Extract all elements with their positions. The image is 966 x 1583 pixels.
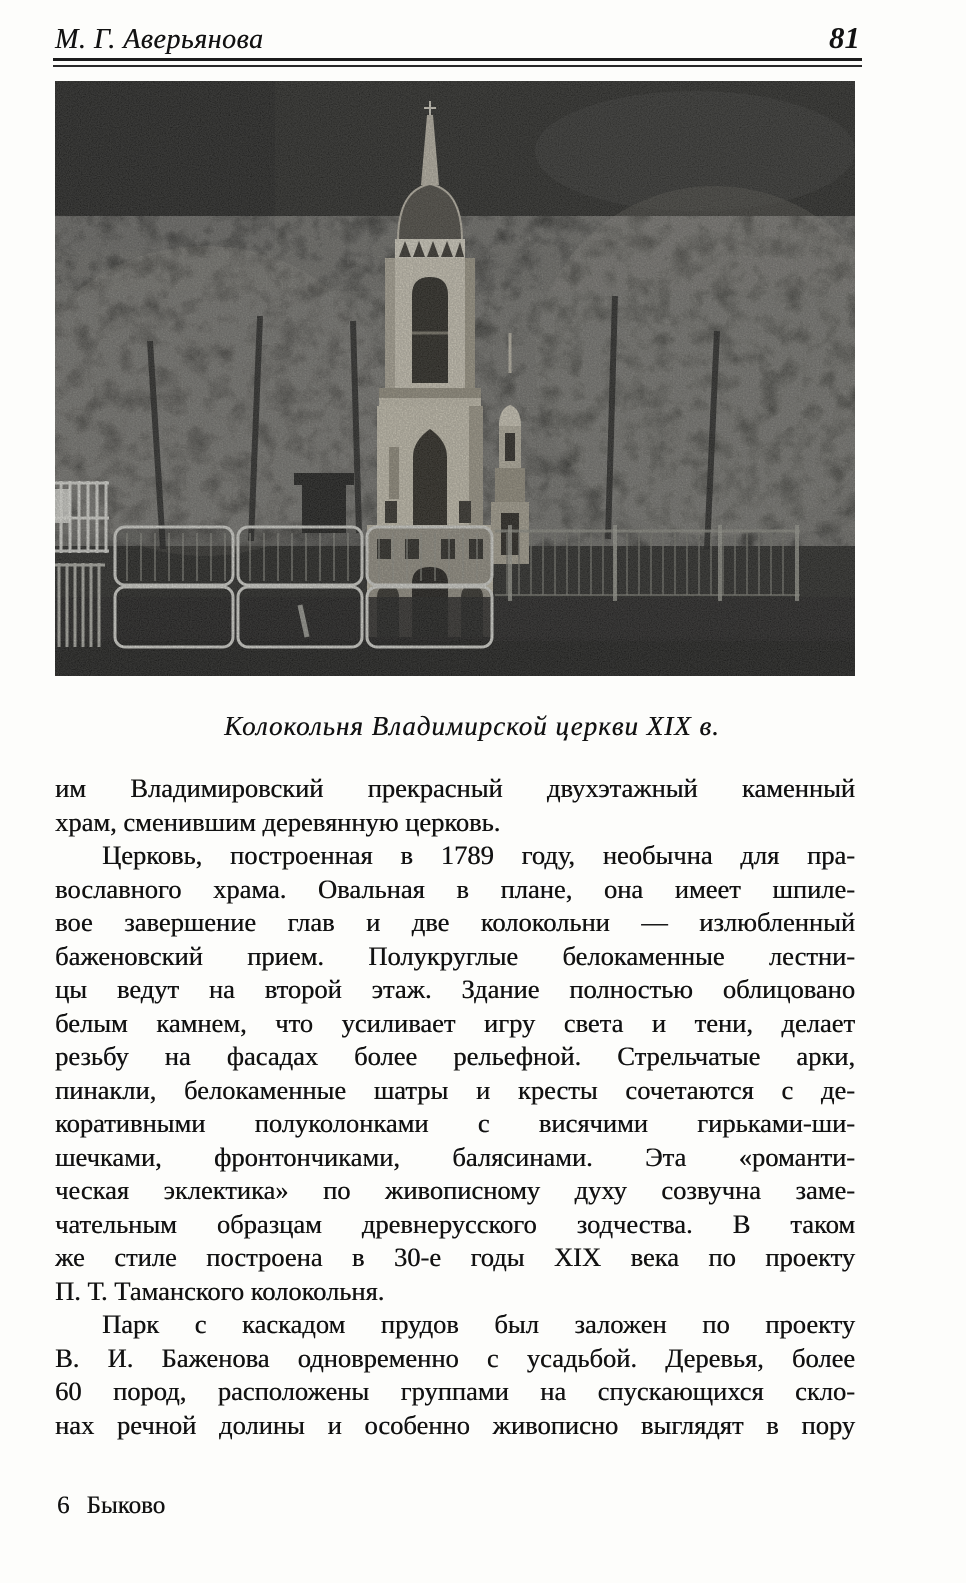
text-line: чательным образцам древнерусского зодчества. В таком	[55, 1208, 855, 1239]
footer-signature	[57, 1492, 165, 1520]
photo-caption: Колокольня Владимирской церкви XIX в.	[224, 711, 720, 741]
header-author: М. Г. Аверьянова	[55, 24, 264, 55]
text-line: же стиле построена в 30-е годы XIX века по проекту	[55, 1242, 855, 1272]
text-line: 60 пород, расположены группами на спускающихся скло-	[55, 1376, 855, 1406]
header-page-number: 81	[829, 20, 860, 55]
text-line: храм, сменившим деревянную церковь.	[55, 806, 501, 837]
text-line: коративными полуколонками с висячими гирьками-ши-	[55, 1108, 855, 1138]
text-line: баженовский прием. Полукруглые белокаменные лестни-	[55, 940, 855, 971]
text-line: вославного храма. Овальная в плане, она имеет шпиле-	[55, 873, 855, 904]
text-line: белым камнем, что усиливает игру света и тени, делает	[55, 1007, 855, 1038]
text-line: резьбу на фасадах более рельефной. Стрельчатые арки,	[55, 1041, 855, 1071]
text-line: ческая эклектика» по живописному духу созвучна заме-	[55, 1175, 855, 1205]
footer-book-title: Быково	[86, 1492, 166, 1519]
text-line: В. И. Баженова одновременно с усадьбой. Деревья, более	[55, 1342, 855, 1373]
body-text	[55, 772, 855, 1442]
text-line: вое завершение глав и две колокольни — излюбленный	[55, 907, 855, 937]
text-line: пинакли, белокаменные шатры и кресты сочетаются с де-	[55, 1074, 855, 1105]
footer-signature-number: 6	[57, 1492, 70, 1519]
bell-tower-photo	[55, 81, 855, 676]
text-line: им Владимировский прекрасный двухэтажный каменный	[55, 773, 855, 803]
text-line: нах речной долины и особенно живописно выглядят в пору	[55, 1409, 855, 1440]
header-double-rule	[53, 58, 862, 67]
text-line: шечками, фронтончиками, балясинами. Эта «романти-	[55, 1141, 855, 1172]
text-line: П. Т. Таманского колокольня.	[55, 1275, 385, 1306]
text-line: цы ведут на второй этаж. Здание полностью облицовано	[55, 974, 855, 1004]
text-line: Парк с каскадом прудов был заложен по проекту	[102, 1309, 855, 1339]
text-line: Церковь, построенная в 1789 году, необычна для пра-	[102, 840, 855, 870]
bell-tower-photo-art	[55, 81, 855, 676]
